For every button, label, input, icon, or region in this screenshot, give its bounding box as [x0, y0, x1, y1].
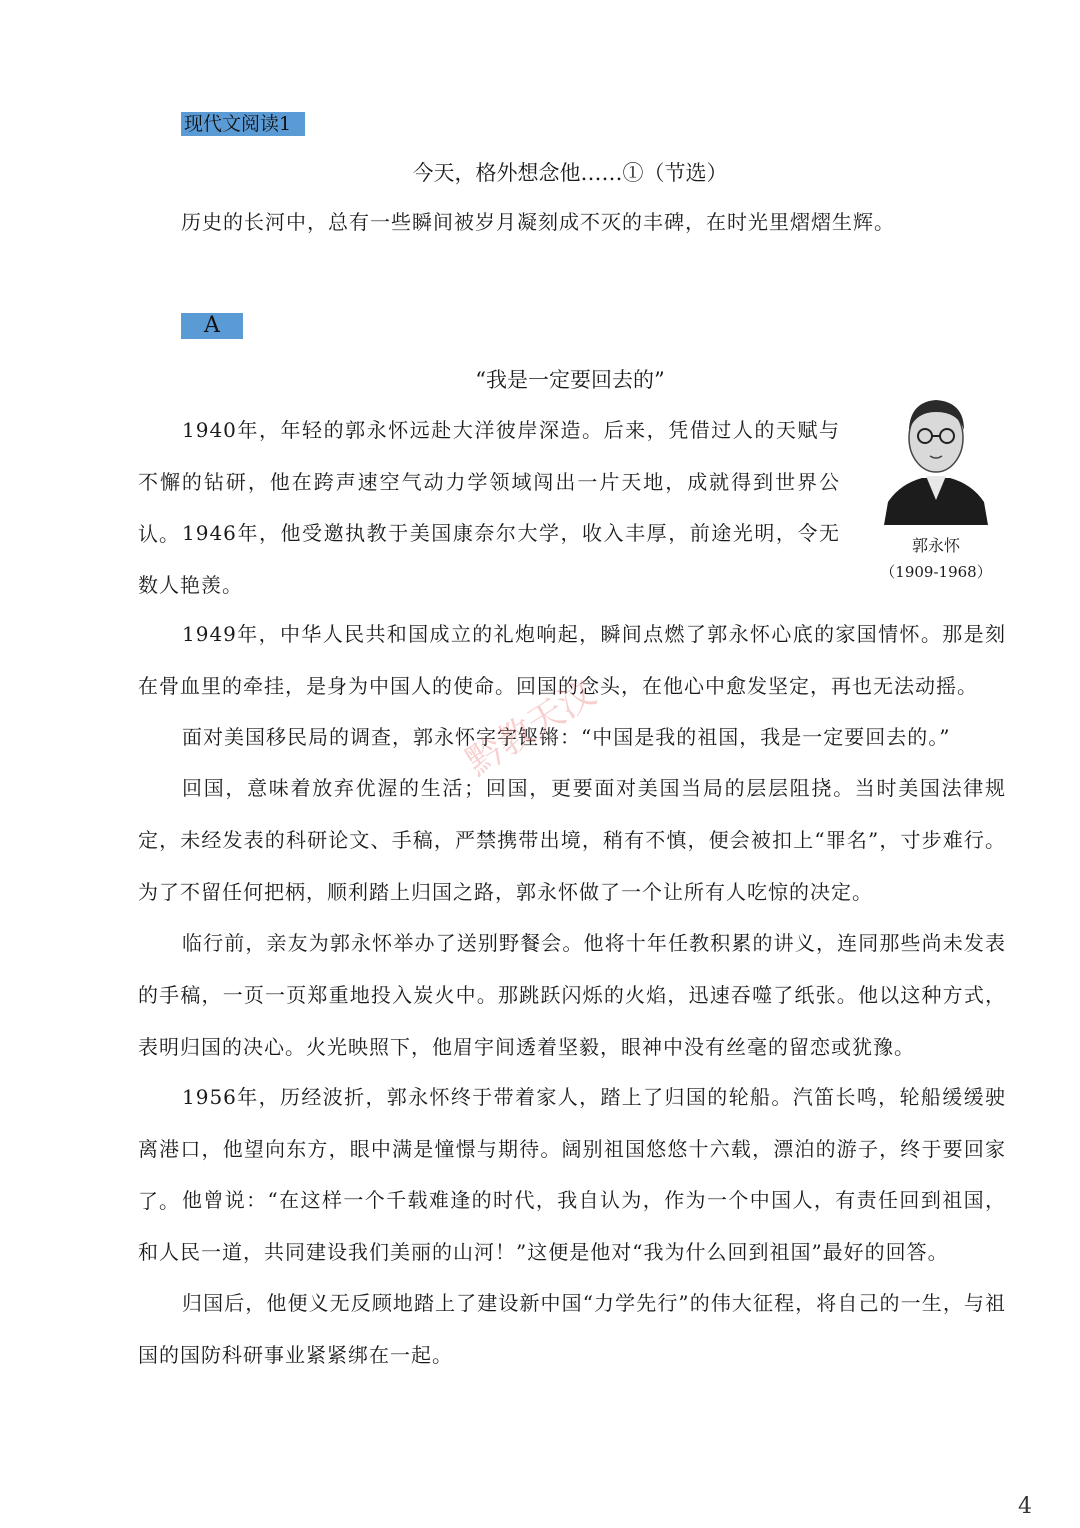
paragraph: 1946年，他受邀执教于美国康奈尔大学，收入丰厚，前途光明，令无数人艳羡。 — [138, 521, 840, 597]
section-tag: 现代文阅读1 — [181, 112, 305, 136]
paragraph: 1956年，历经波折，郭永怀终于带着家人，踏上了归国的轮船。汽笛长鸣，轮船缓缓驶离港口，他望向东方，眼中满是憧憬与期待。阔别祖国悠悠十六载，漂泊的游子，终于要回家了。 — [138, 1085, 1006, 1213]
paragraph: 他曾说：“在这样一个千载难逢的时代，我自认为，作为一个中国人，有责任回到祖国，和人民一道，共同建设我们美丽的山河！”这便是他对“我为什么回到祖国”最好的回答。 — [138, 1188, 1006, 1264]
paragraph: 1940年，年轻的郭永怀远赴大洋彼岸深造。后来，凭借过人的天赋与不懈的钻研，他在跨声速空气动力学领域闯出一片天地，成就得到世界公认。 — [138, 418, 840, 546]
paragraph: 面对美国移民局的调查，郭永怀字字铿锵：“中国是我的祖国，我是一定要回去的。” — [182, 725, 951, 749]
watermark: 黔教天汶 — [459, 672, 604, 784]
portrait-years: （1909-1968） — [880, 563, 992, 581]
paragraph: 临行前，亲友为郭永怀举办了送别野餐会。他将十年任教积累的讲义，连同那些尚未发表的手稿，一页一页郑重地投入炭火中。那跳跃闪烁的火焰，迅速吞噬了纸张。他以这种方式，表明归国的决心。火光映照下，他眉宇间透着坚毅，眼神中没有丝毫的留恋或犹豫。 — [138, 931, 1006, 1059]
portrait-name: 郭永怀 — [911, 536, 960, 555]
paragraph: 1949年，中华人民共和国成立的礼炮响起，瞬间点燃了郭永怀心底的家国情怀。那是刻在骨血里的牵挂，是身为中国人的使命。回国的念头，在他心中愈发坚定，再也无法动摇。 — [138, 622, 1006, 698]
paragraph: 归国后，他便义无反顾地踏上了建设新中国“力学先行”的伟大征程，将自己的一生，与祖国的国防科研事业紧紧绑在一起。 — [138, 1291, 1006, 1367]
part-title: “我是一定要回去的” — [475, 368, 665, 392]
paragraph: 回国，意味着放弃优渥的生活；回国，更要面对美国当局的层层阻挠。当时美国法律规定，未经发表的科研论文、手稿，严禁携带出境，稍有不慎，便会被扣上“罪名”，寸步难行。为了不留任何把柄，顺利踏上归国之路，郭永怀做了一个让所有人吃惊的决定。 — [138, 776, 1006, 904]
intro-sentence: 历史的长河中，总有一些瞬间被岁月凝刻成不灭的丰碑，在时光里熠熠生辉。 — [181, 210, 895, 234]
page-number: 4 — [1018, 1494, 1032, 1519]
article-title: 今天，格外想念他……①（节选） — [412, 161, 728, 185]
part-tag: A — [181, 313, 243, 339]
portrait-image — [880, 390, 992, 525]
